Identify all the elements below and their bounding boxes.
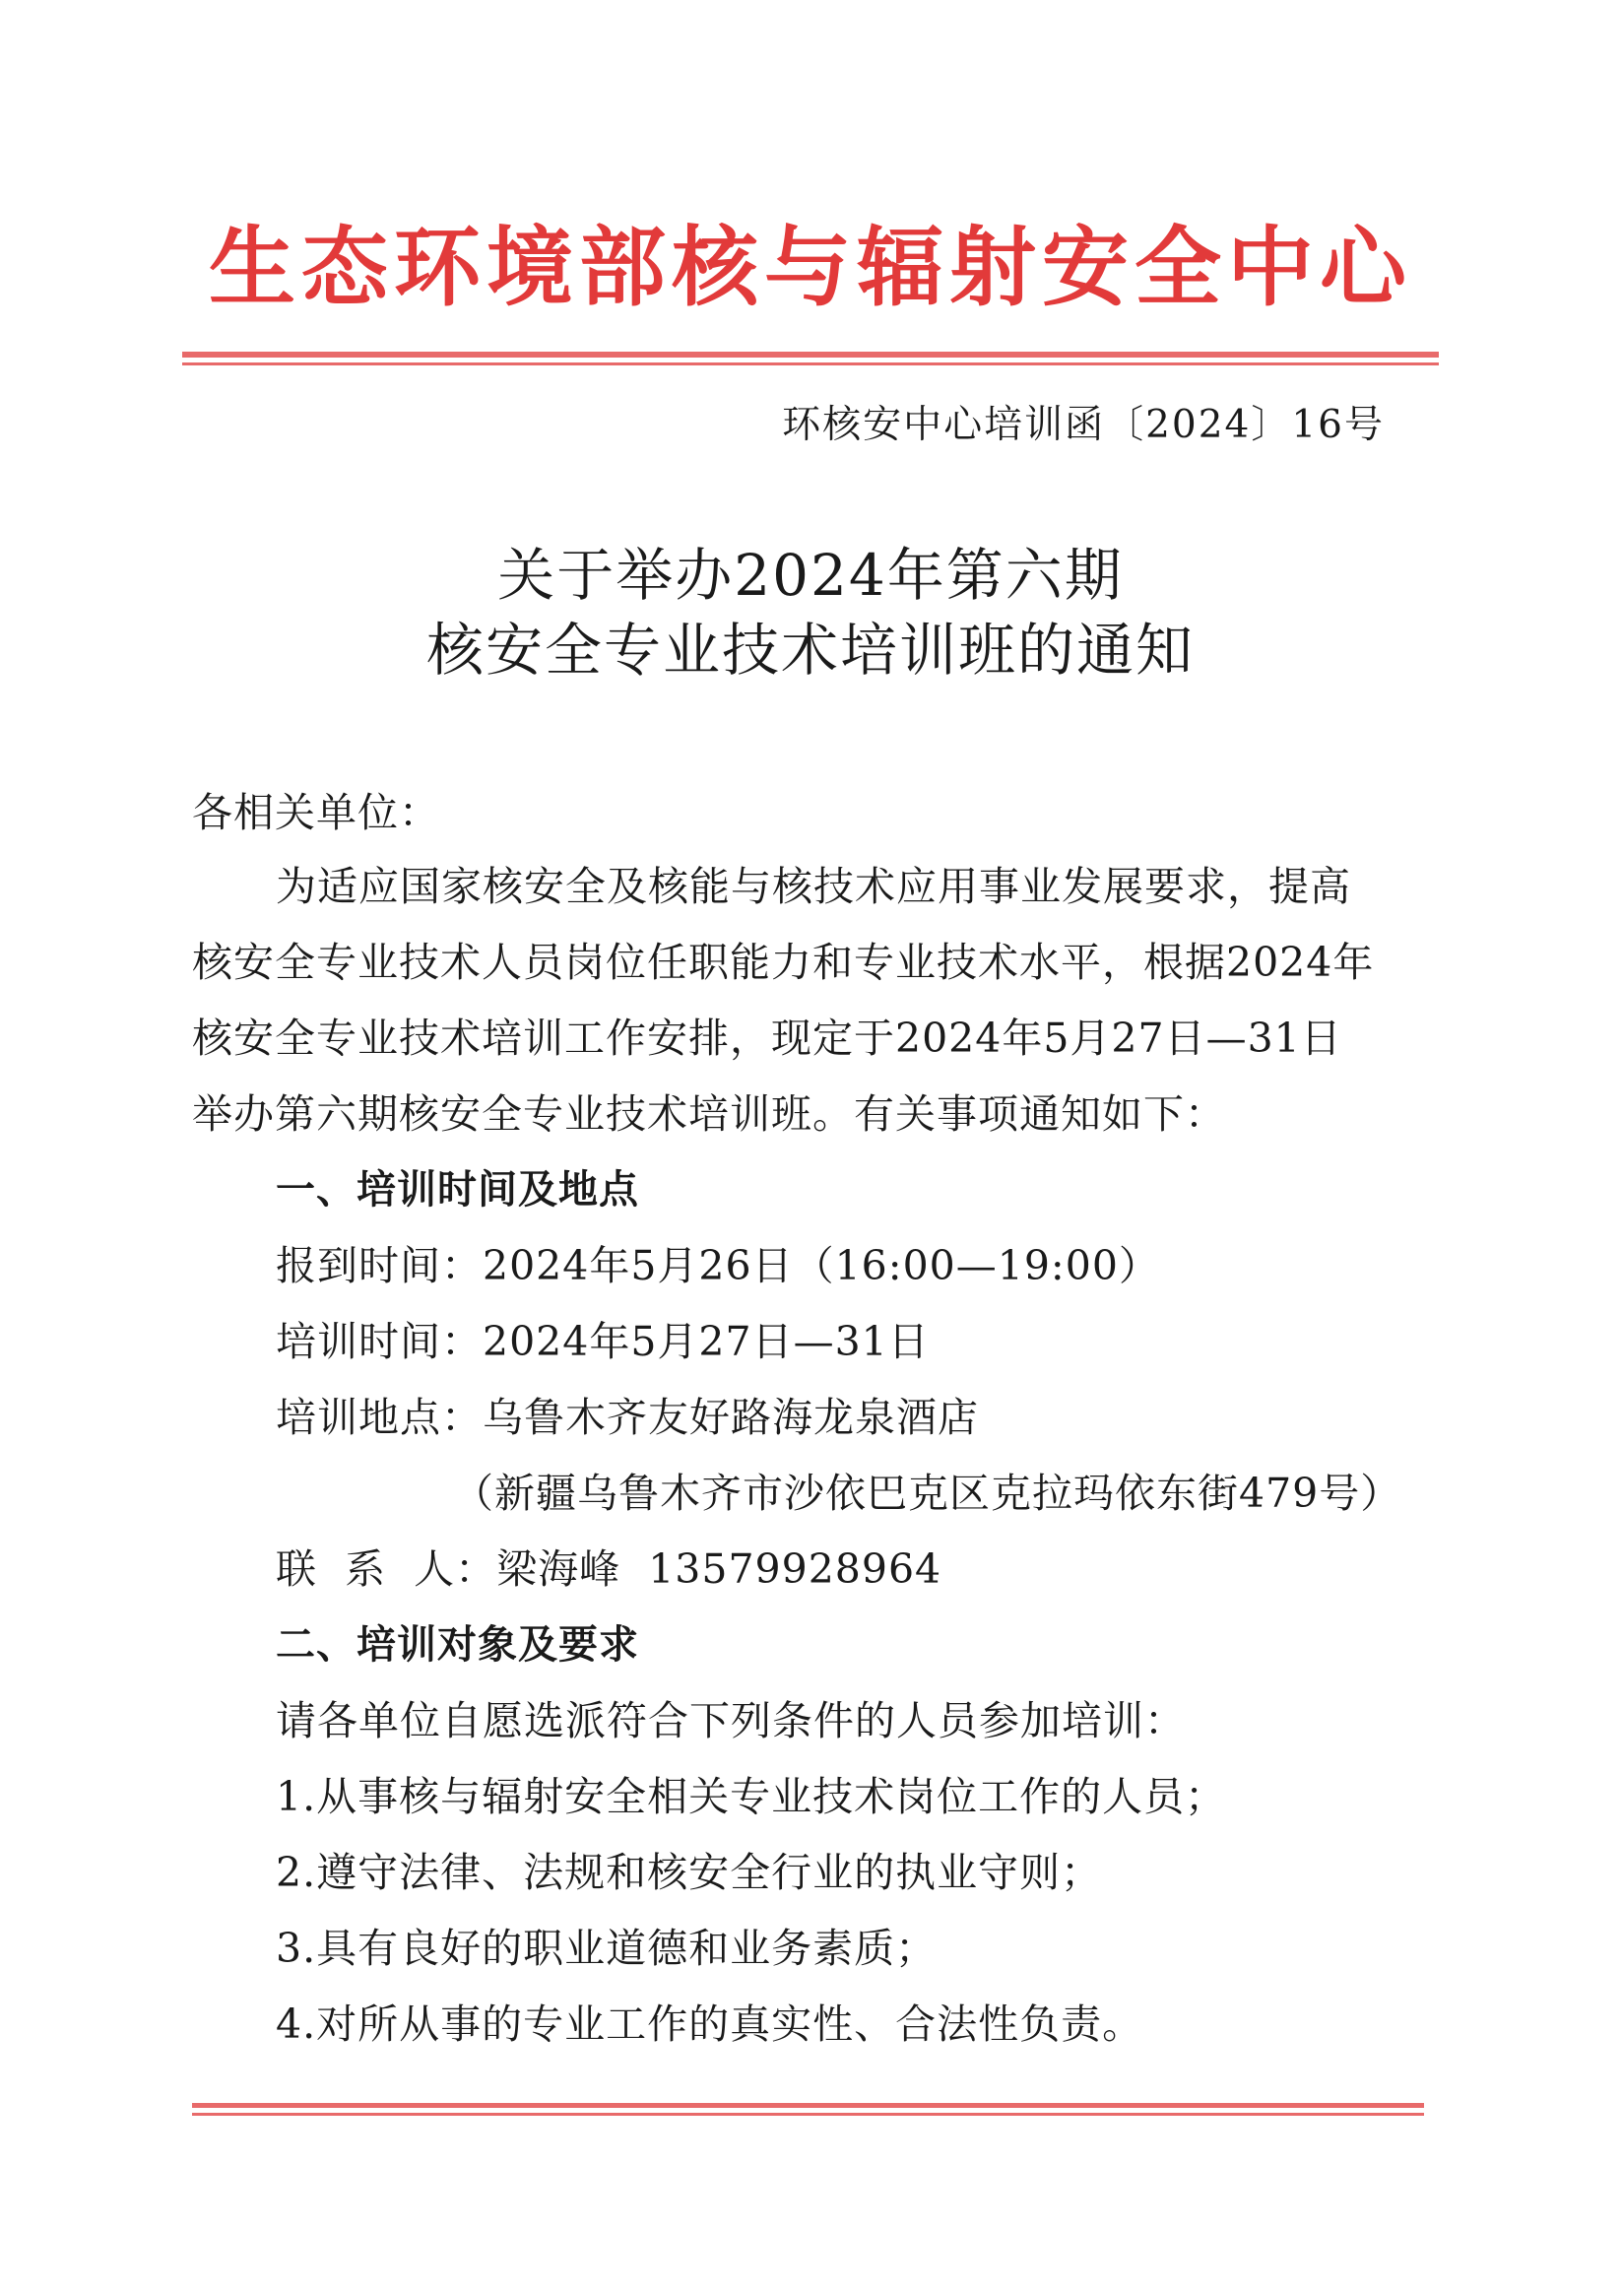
training-time: 培训时间：2024年5月27日—31日 [276,1318,930,1365]
salutation: 各相关单位： [192,789,440,836]
header-rule-thin [182,362,1439,365]
footer-rule-thick [192,2103,1424,2108]
title-line-2: 核安全专业技术培训班的通知 [425,617,1195,684]
header-rule-thick [182,352,1439,358]
registration-time: 报到时间：2024年5月26日（16:00—19:00） [276,1242,1160,1289]
venue-address: （新疆乌鲁木齐市沙依巴克区克拉玛依东街479号） [453,1470,1402,1517]
footer-rule-thin [192,2113,1424,2116]
section-2-heading: 二、培训对象及要求 [276,1622,639,1668]
requirement-item: 3.具有良好的职业道德和业务素质； [276,1925,938,1972]
document-number: 环核安中心培训函〔2024〕16号 [782,403,1385,447]
training-venue: 培训地点：乌鲁木齐友好路海龙泉酒店 [276,1394,979,1441]
section-1-heading: 一、培训时间及地点 [276,1167,639,1213]
requirement-item: 4.对所从事的专业工作的真实性、合法性负责。 [276,2001,1144,2048]
organization-header: 生态环境部核与辐射安全中心 [208,217,1412,318]
intro-line: 核安全专业技术人员岗位任职能力和专业技术水平，根据2024年 [192,939,1375,986]
contact-person: 联 系 人：梁海峰 13579928964 [276,1545,942,1593]
intro-line: 核安全专业技术培训工作安排，现定于2024年5月27日—31日 [192,1015,1342,1062]
title-line-1: 关于举办2024年第六期 [497,542,1124,609]
section-2-lead: 请各单位自愿选派符合下列条件的人员参加培训： [276,1697,1186,1744]
intro-line: 为适应国家核安全及核能与核技术应用事业发展要求，提高 [276,863,1351,910]
intro-line: 举办第六期核安全专业技术培训班。有关事项通知如下： [192,1090,1226,1138]
requirement-item: 2.遵守法律、法规和核安全行业的执业守则； [276,1849,1103,1896]
requirement-item: 1.从事核与辐射安全相关专业技术岗位工作的人员； [276,1773,1227,1820]
